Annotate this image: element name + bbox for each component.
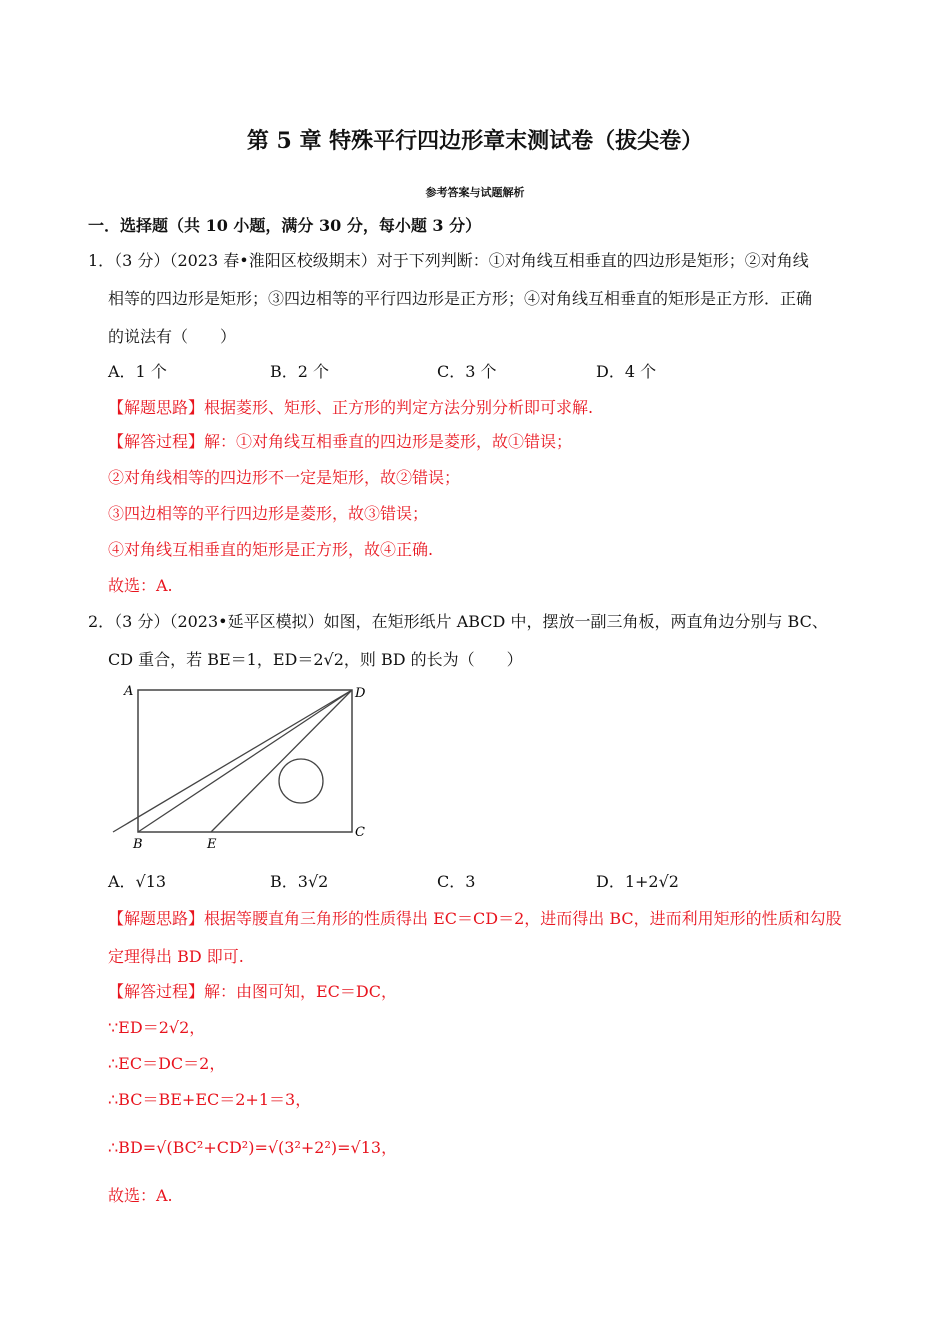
q2-text-line2: CD 重合，若 BE＝1，ED＝2√2，则 BD 的长为（ ） [108,650,523,669]
label-e: E [207,837,217,852]
q1-option-c: C．3 个 [437,362,497,381]
q2-option-b: B．3√2 [270,872,329,891]
q1-text-line1: 1．（3 分）（2023 春•淮阳区校级期末）对于下列判断：①对角线互相垂直的四边形是矩形；②对角线 [88,251,809,270]
q2-process-4: ∴BC＝BE+EC＝2+1＝3， [108,1090,312,1109]
line-bd [138,690,352,832]
q2-answer: 故选：A. [108,1186,173,1205]
q1-process-2: ②对角线相等的四边形不一定是矩形，故②错误； [108,468,461,487]
label-c: C [355,825,365,840]
label-d: D [355,686,366,701]
q2-process-2: ∵ED＝2√2， [108,1018,206,1037]
q1-option-d: D．4 个 [596,362,657,381]
q1-answer: 故选：A. [108,576,173,595]
q2-option-d: D．1+2√2 [596,872,679,891]
label-a: A [124,684,134,699]
q1-text-line3: 的说法有（ ） [108,327,237,346]
q2-option-c: C．3 [437,872,476,891]
q2-solution-idea-2: 定理得出 BD 即可. [108,947,244,966]
q1-process-4: ④对角线互相垂直的矩形是正方形，故④正确. [108,540,434,559]
q2-process-3: ∴EC＝DC＝2， [108,1054,226,1073]
label-b: B [133,837,143,852]
q1-option-b: B．2 个 [270,362,330,381]
q2-process-1: 【解答过程】解：由图可知，EC＝DC， [108,982,397,1001]
q1-solution-idea: 【解题思路】根据菱形、矩形、正方形的判定方法分别分析即可求解. [108,398,594,417]
page-subtitle: 参考答案与试题解析 [425,186,525,199]
page-title: 第 5 章 特殊平行四边形章末测试卷（拔尖卷） [246,128,704,154]
q2-solution-idea-1: 【解题思路】根据等腰直角三角形的性质得出 EC＝CD＝2，进而得出 BC，进而利用矩形的性质和勾股 [108,909,842,928]
q2-figure [108,680,378,855]
section-heading: 一．选择题（共 10 小题，满分 30 分，每小题 3 分） [88,216,482,235]
q1-text-line2: 相等的四边形是矩形；③四边相等的平行四边形是正方形；④对角线互相垂直的矩形是正方形．正确 [108,289,813,308]
q1-option-a: A．1 个 [108,362,167,381]
q2-process-5: ∴BD=√(BC²+CD²)=√(3²+2²)=√13， [108,1138,398,1157]
protractor-circle [279,759,323,803]
q2-text-line1: 2．（3 分）（2023•延平区模拟）如图，在矩形纸片 ABCD 中，摆放一副三角板，两直角边分别与 BC、 [88,612,828,631]
q2-option-a: A．√13 [108,872,167,891]
q1-process-3: ③四边相等的平行四边形是菱形，故③错误； [108,504,429,523]
q1-process-1: 【解答过程】解：①对角线互相垂直的四边形是菱形，故①错误； [108,432,573,451]
